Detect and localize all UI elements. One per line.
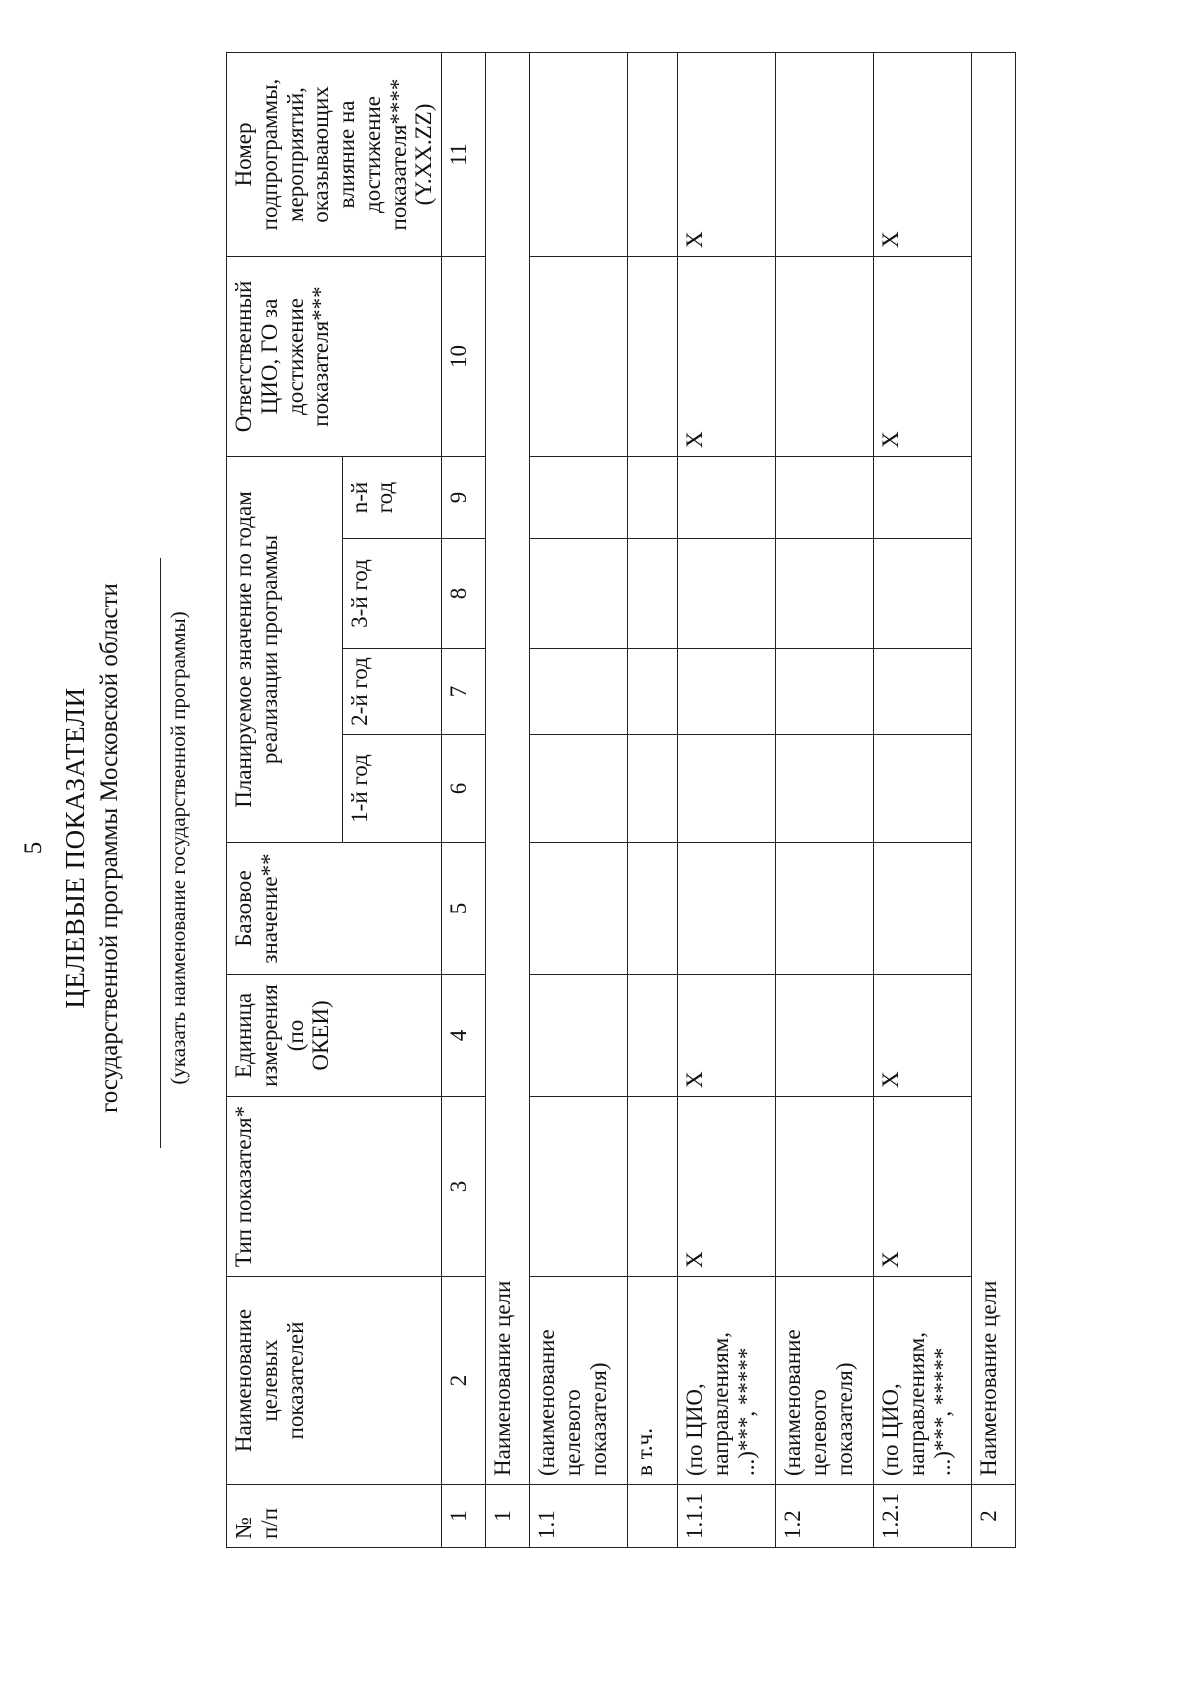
x-mark: X bbox=[678, 1097, 776, 1277]
x-mark: X bbox=[678, 975, 776, 1097]
x-mark: X bbox=[874, 1097, 972, 1277]
header-year-2: 2-й год bbox=[342, 649, 441, 735]
header-program-no: Номер подпрограммы, мероприятий, оказывающих влияние на достижение показателя****(Y.XX.ZZ) bbox=[227, 53, 442, 257]
x-mark: X bbox=[678, 257, 776, 457]
document-title: ЦЕЛЕВЫЕ ПОКАЗАТЕЛИ bbox=[60, 687, 90, 1009]
indicator-name: (наименование целевого показателя) bbox=[530, 1277, 628, 1485]
table-row-goal-1 bbox=[486, 53, 530, 1548]
table-row-1-2 bbox=[776, 53, 874, 1548]
fill-in-line bbox=[160, 558, 161, 1148]
colnum-1: 1 bbox=[442, 1485, 486, 1548]
colnum-2: 2 bbox=[442, 1277, 486, 1485]
row-no: 1.2 bbox=[776, 1485, 874, 1548]
header-base: Базовое значение** bbox=[227, 843, 442, 975]
column-numbers-row bbox=[442, 53, 486, 1548]
colnum-8: 8 bbox=[442, 539, 486, 649]
row-no: 1.1 bbox=[530, 1485, 628, 1548]
colnum-6: 6 bbox=[442, 735, 486, 843]
fill-in-caption: (указать наименование государственной программы) bbox=[166, 611, 190, 1085]
row-no: 1.1.1 bbox=[678, 1485, 776, 1548]
header-unit: Единица измерения (по ОКЕИ) bbox=[227, 975, 442, 1097]
header-year-3: 3-й год bbox=[342, 539, 441, 649]
rotated-page bbox=[20, 48, 1170, 1648]
colnum-11: 11 bbox=[442, 53, 486, 257]
colnum-7: 7 bbox=[442, 649, 486, 735]
table-row-1-1 bbox=[530, 53, 628, 1548]
header-no: № п/п bbox=[227, 1485, 442, 1548]
table-row-1-2-1 bbox=[874, 53, 972, 1548]
document-subtitle: государственной программы Московской области bbox=[96, 583, 123, 1113]
colnum-3: 3 bbox=[442, 1097, 486, 1277]
header-responsible: Ответственный ЦИО, ГО за достижение показателя*** bbox=[227, 257, 442, 457]
target-indicators-table bbox=[226, 52, 1016, 1548]
colnum-10: 10 bbox=[442, 257, 486, 457]
header-name: Наименование целевых показателей bbox=[227, 1277, 442, 1485]
indicator-name: (по ЦИО, направлениям, ...)***, ***** bbox=[874, 1277, 972, 1485]
x-mark: X bbox=[874, 975, 972, 1097]
header-year-n: n-й год bbox=[342, 457, 441, 539]
row-no: 2 bbox=[972, 1485, 1016, 1548]
table-row-goal-2 bbox=[972, 53, 1016, 1548]
row-no: 1.2.1 bbox=[874, 1485, 972, 1548]
x-mark: X bbox=[874, 257, 972, 457]
colnum-9: 9 bbox=[442, 457, 486, 539]
header-planned: Планируемое значение по годам реализации программы bbox=[227, 457, 343, 843]
table-row-1-1-1 bbox=[678, 53, 776, 1548]
colnum-4: 4 bbox=[442, 975, 486, 1097]
goal-name: Наименование цели bbox=[972, 53, 1016, 1485]
indicator-name: (наименование целевого показателя) bbox=[776, 1277, 874, 1485]
header-year-1: 1-й год bbox=[342, 735, 441, 843]
including-label: в т.ч. bbox=[628, 1277, 678, 1485]
x-mark: X bbox=[874, 53, 972, 257]
header-row bbox=[227, 53, 343, 1548]
goal-name: Наименование цели bbox=[486, 53, 530, 1485]
header-type: Тип показателя* bbox=[227, 1097, 442, 1277]
table-row-including bbox=[628, 53, 678, 1548]
indicator-name: (по ЦИО, направлениям, ...)***, ***** bbox=[678, 1277, 776, 1485]
colnum-5: 5 bbox=[442, 843, 486, 975]
x-mark: X bbox=[678, 53, 776, 257]
page-number: 5 bbox=[20, 841, 47, 855]
row-no: 1 bbox=[486, 1485, 530, 1548]
